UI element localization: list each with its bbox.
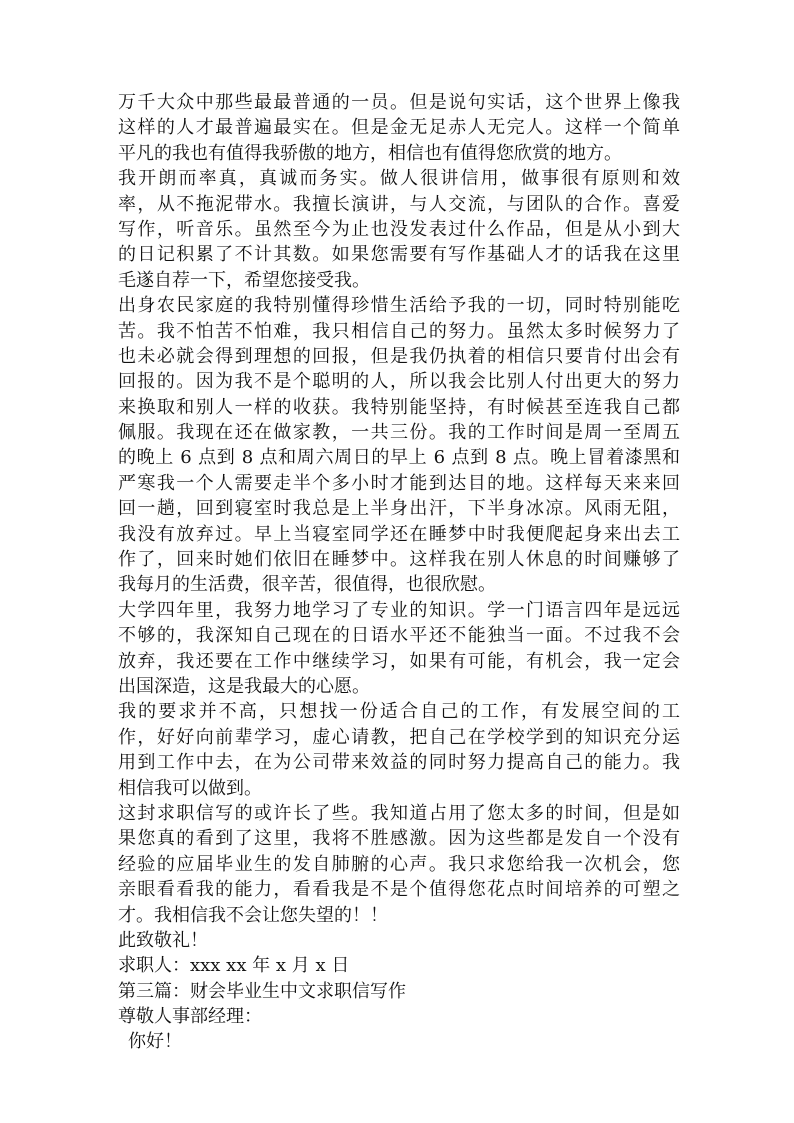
- text-line: 的日记积累了不计其数。如果您需要有写作基础人才的话我在这里: [118, 244, 680, 266]
- text-line: 这样的人才最普遍最实在。但是金无足赤人无完人。这样一个简单: [118, 117, 680, 139]
- text-line: 回一趟，回到寝室时我总是上半身出汗，下半身冰凉。风雨无阻，: [118, 498, 680, 520]
- text-line: 作了，回来时她们依旧在睡梦中。这样我在别人休息的时间赚够了: [118, 549, 680, 571]
- text-line: 苦。我不怕苦不怕难，我只相信自己的努力。虽然太多时候努力了: [118, 320, 680, 342]
- text-line: 我的要求并不高，只想找一份适合自己的工作，有发展空间的工: [118, 701, 680, 723]
- applicant-signature-line: 求职人：xxx xx 年 x 月 x 日: [118, 955, 350, 977]
- text-line: 经验的应届毕业生的发自肺腑的心声。我只求您给我一次机会，您: [118, 853, 680, 875]
- text-line: 回报的。因为我不是个聪明的人，所以我会比别人付出更大的努力: [118, 371, 680, 393]
- text-line: 相信我可以做到。: [118, 777, 262, 799]
- text-line: 亲眼看看我的能力，看看我是不是个值得您花点时间培养的可塑之: [118, 879, 680, 901]
- letter-greeting: 你好！: [128, 1031, 182, 1053]
- text-line: 果您真的看到了这里，我将不胜感激。因为这些都是发自一个没有: [118, 828, 680, 850]
- letter-addressee: 尊敬人事部经理：: [118, 1006, 262, 1028]
- text-line: 我每月的生活费，很辛苦，很值得，也很欣慰。: [118, 574, 496, 596]
- closing-salutation: 此致敬礼！: [118, 929, 208, 951]
- text-line: 佩服。我现在还在做家教，一共三份。我的工作时间是周一至周五: [118, 422, 680, 444]
- text-line: 才。我相信我不会让您失望的！！: [118, 904, 388, 926]
- section-heading: 第三篇：财会毕业生中文求职信写作: [118, 980, 406, 1002]
- text-line: 用到工作中去，在为公司带来效益的同时努力提高自己的能力。我: [118, 752, 680, 774]
- text-line: 毛遂自荐一下，希望您接受我。: [118, 269, 370, 291]
- text-line: 放弃，我还要在工作中继续学习，如果有可能，有机会，我一定会: [118, 650, 680, 672]
- document-page: [118, 90, 680, 1055]
- text-line: 大学四年里，我努力地学习了专业的知识。学一门语言四年是远远: [118, 599, 680, 621]
- text-line: 来换取和别人一样的收获。我特别能坚持，有时候甚至连我自己都: [118, 396, 680, 418]
- text-line: 万千大众中那些最最普通的一员。但是说句实话，这个世界上像我: [118, 92, 680, 113]
- text-line: 我开朗而率真，真诚而务实。做人很讲信用，做事很有原则和效: [118, 168, 680, 190]
- text-line: 这封求职信写的或许长了些。我知道占用了您太多的时间，但是如: [118, 802, 680, 824]
- text-line: 作，好好向前辈学习，虚心请教，把自己在学校学到的知识充分运: [118, 726, 680, 748]
- text-line: 出国深造，这是我最大的心愿。: [118, 675, 370, 697]
- text-line: 写作，听音乐。虽然至今为止也没发表过什么作品，但是从小到大: [118, 218, 680, 240]
- text-line: 我没有放弃过。早上当寝室同学还在睡梦中时我便爬起身来出去工: [118, 523, 680, 545]
- text-line: 不够的，我深知自己现在的日语水平还不能独当一面。不过我不会: [118, 625, 680, 647]
- text-line: 也未必就会得到理想的回报，但是我仍执着的相信只要肯付出会有: [118, 345, 680, 367]
- text-line: 平凡的我也有值得我骄傲的地方，相信也有值得您欣赏的地方。: [118, 142, 622, 164]
- text-line: 的晚上 6 点到 8 点和周六周日的早上 6 点到 8 点。晚上冒着漆黑和: [118, 447, 680, 469]
- text-line: 严寒我一个人需要走半个多小时才能到达目的地。这样每天来来回: [118, 472, 680, 494]
- text-line: 出身农民家庭的我特别懂得珍惜生活给予我的一切，同时特别能吃: [118, 295, 680, 317]
- text-line: 率，从不拖泥带水。我擅长演讲，与人交流，与团队的合作。喜爱: [118, 193, 680, 215]
